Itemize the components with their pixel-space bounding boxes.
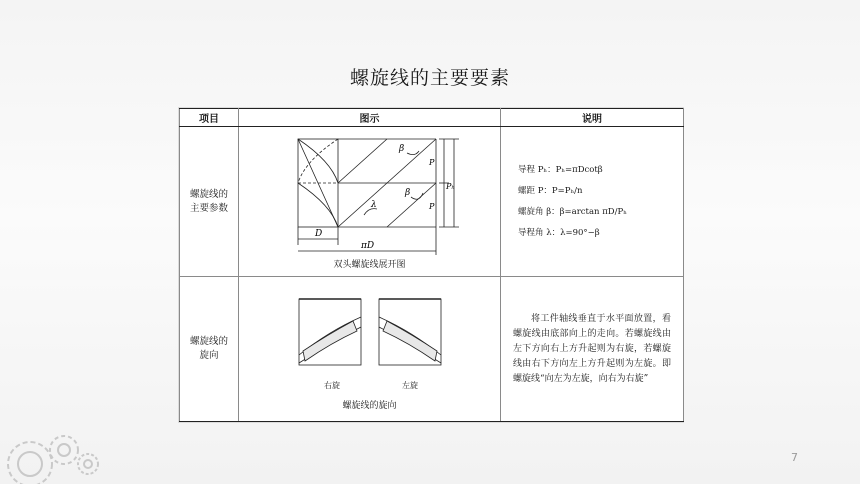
label-piD: πD [361,241,375,251]
figure-caption-development: 双头螺旋线展开图 [333,260,406,270]
label-D: D [315,229,323,239]
figure-cell-handedness [239,277,501,422]
helix-development-diagram [239,131,501,261]
formula-pitch: 螺距 P：P=Pₕ/n [518,185,583,196]
page-number: 7 [791,451,798,464]
item-text-line2: 旋向 [199,350,219,361]
helix-handedness-diagram [239,291,501,391]
handedness-explanation: 将工件轴线垂直于水平面放置，看螺旋线由底部向上的走向。若螺旋线由左下方向右上方升起则为右旋，若螺旋线由右下方向左上方升起则为左旋。即螺旋线“向左为左旋，向右为右旋” [513,313,671,384]
item-text-line2: 主要参数 [189,202,228,214]
formula-lead-angle: 导程角 λ：λ=90°−β [518,227,600,238]
helix-elements-table [178,107,684,423]
figure-cell-development [239,127,501,277]
item-cell-parameters [180,127,239,277]
slide-title: 螺旋线的主要要素 [349,67,510,89]
label-beta-top: β [399,144,405,154]
label-beta-mid: β [405,188,411,198]
description-cell-formulas [501,127,684,277]
header-item: 项目 [180,109,239,127]
table-row-handedness [180,277,684,422]
label-P2: P [429,202,435,211]
label-lambda: λ [371,200,377,210]
gears-decoration-icon [0,404,110,484]
item-cell-handedness [180,277,239,422]
item-text-line1: 螺旋线的 [189,188,228,200]
label-left-hand: 左旋 [402,381,418,390]
header-figure: 图示 [239,109,501,127]
formula-helix-angle: 螺旋角 β：β=arctan πD/Pₕ [518,206,627,217]
label-Ph: Pₕ [446,182,455,191]
table-row-parameters [180,127,684,277]
label-P1: P [429,158,435,167]
label-right-hand: 右旋 [324,381,340,390]
header-description: 说明 [501,109,684,127]
description-cell-handedness [501,277,684,422]
figure-caption-handedness: 螺旋线的旋向 [342,401,397,411]
formula-lead: 导程 Pₕ：Pₕ=πDcotβ [518,164,603,175]
table-header-row [180,109,684,127]
item-text-line1: 螺旋线的 [189,336,228,347]
formula-list [501,160,683,244]
